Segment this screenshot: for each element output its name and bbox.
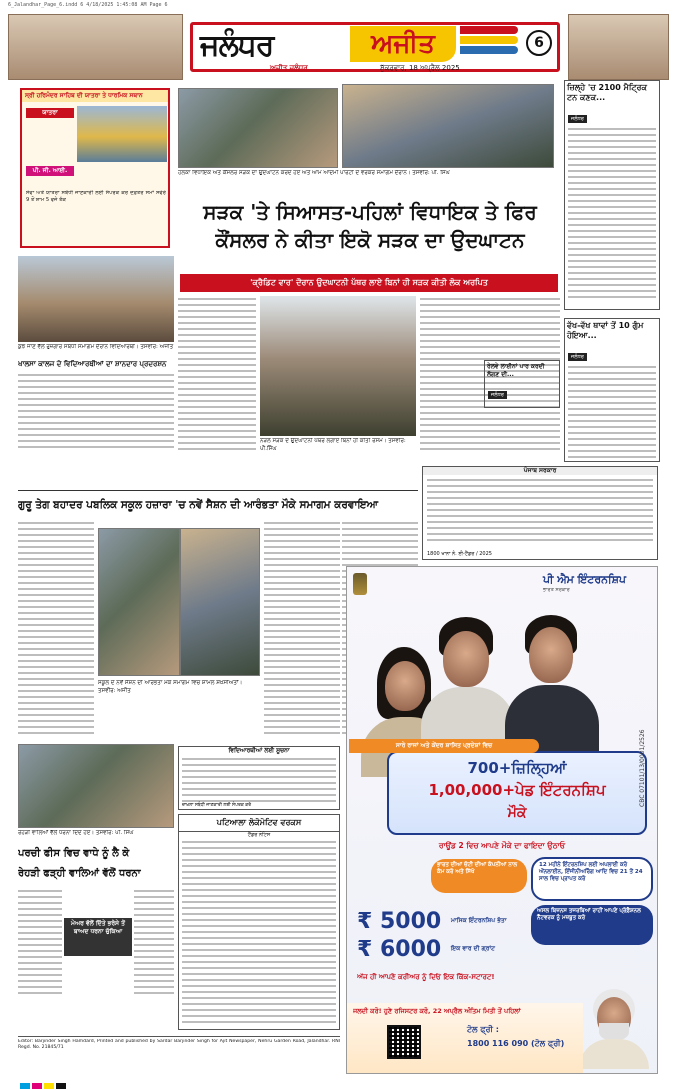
notice-locomotive-body: ਟੈਂਡਰ ਨੋਟਿਸ: [247, 832, 271, 838]
notice-students-body: ਦਾਖ਼ਲਾ ਸਬੰਧੀ ਜਾਣਕਾਰੀ ਲਈ ਸੰਪਰਕ ਕਰੋ: [182, 803, 252, 808]
stripe-2: [460, 36, 518, 44]
ad-qr-code: [387, 1025, 421, 1059]
print-slug: 6_Jalandhar_Page_6.indd 6 4/18/2025 1:45:08 AM Page 6: [8, 2, 168, 8]
main-headline-line-2: ਕੌਂਸਲਰ ਨੇ ਕੀਤਾ ਇਕੋ ਸੜਕ ਦਾ ਉਦਘਾਟਨ: [215, 228, 525, 252]
fee-headline-1: ਪਰਚੀ ਫੀਸ ਵਿਚ ਵਾਧੇ ਨੂੰ ਲੈ ਕੇ: [18, 848, 130, 859]
swatch-black: [56, 1083, 66, 1089]
left-story-photo: [18, 256, 174, 342]
ad-side-code: CBC 07101/13/0001/2526: [639, 729, 646, 807]
protest-photo: [18, 744, 174, 828]
promo-tag-2: ਪੀ. ਜੀ. ਆਈ.: [26, 166, 74, 176]
notice-locomotive: [178, 814, 340, 1030]
ad-pm-portrait: [579, 987, 649, 1067]
main-story-col-1: [178, 298, 256, 458]
notice-students: [178, 746, 340, 810]
left-story-caption: ਕੁਝ ਜਾਣ ਵੱਲੋਂ ਰੁਜ਼ਗਾਰ ਸਬੰਧੀ ਸਮਾਗਮ ਦੌਰਾਨ ਵਿਦਿਆਰਥੀ। ਤਸਵੀਰ: ਅਜੀਤ: [18, 344, 174, 350]
pm-internship-ad: [346, 566, 658, 1074]
fee-headline-2: ਰੇਹੜੀ ਫੜ੍ਹੀ ਵਾਲਿਆਂ ਵੱਲੋਂ ਧਰਨਾ: [18, 868, 141, 879]
protest-caption: ਰੇਹੜੀ ਵਾਲਿਆਂ ਵੱਲੋਂ ਧਰਨਾ ਦਿੰਦੇ ਹੋਏ। ਤਸਵੀਰ: ਪੀ. ਸਿੰਘ: [18, 830, 134, 836]
tender-footer: 1800 ਖਾਨਾ ਨੰ. ਈ-ਟੈਂਡਰ / 2025: [427, 551, 492, 557]
footer-imprint: [18, 1036, 340, 1066]
ad-round: ਰਾਊਂਡ 2 ਵਿਚ ਆਪਣੇ ਮੌਕੇ ਦਾ ਫਾਇਦਾ ਉਠਾਓ: [438, 841, 566, 850]
right-brief-2-heading: ਵੱਖ-ਵੱਖ ਥਾਵਾਂ ਤੋਂ 10 ਗੁੰਮ ਹੋਇਆ...: [567, 321, 644, 340]
right-brief-1-label: ਜਲੰਧਰ: [568, 115, 587, 123]
ad-brand-sub: ਭਾਰਤ ਸਰਕਾਰ: [543, 587, 570, 593]
tender-heading: ਪੰਜਾਬ ਸਰਕਾਰ: [423, 467, 657, 475]
ad-deadline: ਜਲਦੀ ਕਰੋ! ਹੁਣੇ ਰਜਿਸਟਰ ਕਰੋ, 22 ਅਪ੍ਰੈਲ ਅੰਤਿਮ ਮਿਤੀ ਤੋਂ ਪਹਿਲਾਂ: [353, 1007, 521, 1015]
left-promo: [20, 88, 170, 248]
ad-brand: ਪੀ ਐਮ ਇੰਟਰਨਸ਼ਿਪ: [543, 573, 626, 586]
right-brief-2-label: ਜਲੰਧਰ: [568, 353, 587, 361]
ad-banner: [387, 742, 647, 835]
print-color-bar: [20, 1076, 660, 1086]
left-story-headline: ਖਾਲਸਾ ਕਾਲਜ ਦੇ ਵਿਦਿਆਰਥੀਆਂ ਦਾ ਸ਼ਾਨਦਾਰ ਪ੍ਰਦਰਸ਼ਨ: [18, 360, 167, 368]
tender-notice: [422, 466, 658, 560]
right-brief-3: [484, 360, 560, 408]
ad-feature-1-text: ਭਾਰਤ ਦੀਆਂ ਚੋਟੀ ਦੀਆਂ ਕੰਪਨੀਆਂ ਨਾਲ ਕੰਮ ਕਰੋ ਅਤੇ ਸਿੱਖੋ: [437, 862, 518, 875]
middle-photo-caption: ਨੇੜਲੇ ਸੜਕ ਦੇ ਉਦਘਾਟਨੀ ਪੱਥਰ ਲਗਾਏ ਬਿਨਾਂ ਹੀ ਕੀਤੀ ਰਸਮ। ਤਸਵੀਰ: ਪੀ.ਸਿੰਘ: [260, 438, 406, 452]
notice-locomotive-text: [179, 838, 339, 1030]
ad-amount-1-note: ਮਾਸਿਕ ਇੰਟਰਨਸ਼ਿਪ ਭੱਤਾ: [451, 917, 507, 924]
tender-table-rows: [423, 475, 657, 549]
masthead-building-left: [8, 14, 183, 80]
masthead-color-stripes: [460, 26, 518, 62]
person-2-face: [443, 631, 489, 687]
ad-banner-line2: 1,00,000+ਪੇਡ ਇੰਟਰਨਸ਼ਿਪ: [428, 781, 606, 799]
ad-emblem: [353, 573, 367, 595]
swatch-magenta: [32, 1083, 42, 1089]
ad-amount-2-note: ਇਕ ਵਾਰ ਦੀ ਗ੍ਰਾਂਟ: [451, 945, 495, 952]
fee-story-text-1: [18, 890, 62, 1000]
school-headline-rule: [18, 490, 418, 491]
ad-bottom-bar: [347, 1003, 583, 1074]
notice-locomotive-heading: ਪਟਿਆਲਾ ਲੋਕੋਮੋਟਿਵ ਵਰਕਸ: [179, 815, 339, 832]
footer-imprint-text: Editor: Barjinder Singh Hamdard, Printed and published by Sardar Barjinder Singh for Ajit Newspaper, Nehru Garden Road, Jalandhar. RNI Regd. No. 21845/71: [18, 1039, 340, 1051]
ad-banner-line3: ਮੌਕੇ: [507, 805, 527, 821]
ad-tollfree-label: ਟੋਲ ਫ੍ਰੀ :: [467, 1025, 499, 1034]
masthead-title-right: ਅਜੀਤ: [350, 26, 456, 62]
ad-cta: ਅੱਜ ਹੀ ਆਪਣੇ ਕਰੀਅਰ ਨੂੰ ਦਿਓ ਇਕ ਕਿੱਕ-ਸਟਾਰਟ!: [357, 973, 495, 981]
promo-heading: ਸ੍ਰੀ ਹਰਿਮੰਦਰ ਸਾਹਿਬ ਦੀ ਯਾਤਰਾ ਤੇ ਧਾਰਮਿਕ ਸਥਾਨ: [22, 90, 168, 102]
school-story-col-2: [264, 522, 340, 744]
promo-tag-1: ਯਾਤਰਾ: [26, 108, 74, 118]
school-story-col-1: [18, 522, 94, 744]
photo-inauguration-2: [342, 84, 554, 168]
ad-banner-line1: 700+ਜ਼ਿਲ੍ਹਿਆਂ: [467, 759, 567, 777]
right-brief-1-heading: ਜ਼ਿਲ੍ਹੇ 'ਚ 2100 ਮੈਟ੍ਰਿਕ ਟਨ ਕਣਕ...: [567, 83, 647, 102]
school-photo-2: [180, 528, 260, 676]
person-3-face: [529, 627, 573, 683]
notice-students-text: [179, 755, 339, 809]
promo-golden-temple-image: [77, 106, 167, 162]
right-brief-2-text: [565, 362, 659, 466]
right-brief-2: [564, 318, 660, 462]
promo-body: ਸੇਵਾ ਅਤੇ ਯਾਤਰਾ ਸਬੰਧੀ ਜਾਣਕਾਰੀ ਲਈ ਸੰਪਰਕ ਕਰੋ ਦਫ਼ਤਰ ਸਮਾਂ ਸਵੇਰੇ 9 ਤੋਂ ਸ਼ਾਮ 5 ਵਜੇ ਤੱਕ: [26, 190, 166, 204]
swatch-cyan: [20, 1083, 30, 1089]
ad-amount-1: ₹ 5000: [357, 909, 442, 934]
fee-story-text-2: [134, 890, 174, 1000]
person-1-face: [385, 661, 425, 711]
masthead-date: ਸ਼ੁੱਕਰਵਾਰ, 18 ਅਪ੍ਰੈਲ 2025: [380, 64, 460, 72]
main-headline: [180, 198, 560, 254]
left-story-text: [18, 374, 174, 454]
ad-feature-2-text: 12 ਮਹੀਨੇ ਇੰਟਰਨਸ਼ਿਪ ਲਈ ਅਪਲਾਈ ਕਰੋ ਔਨਲਾਈਨ, ਇੰਜੀਨੀਅਰਿੰਗ ਆਦਿ ਵਿਚ 21 ਤੋਂ 24 ਸਾਲ ਵਿਚ ਪ੍ਰਾਪਤ ਕਰੋ: [539, 862, 643, 882]
notice-students-heading: ਵਿਦਿਆਰਥੀਆਂ ਲਈ ਸੂਚਨਾ: [228, 747, 290, 754]
school-photo-1: [98, 528, 180, 676]
photo-inauguration-1: [178, 88, 338, 168]
top-photo-caption: ਹਲਕਾ ਵਿਧਾਇਕ ਅਤੇ ਕੌਂਸਲਰ ਸੜਕ ਦਾ ਉਦਘਾਟਨ ਕਰਦੇ ਹੋਏ ਅਤੇ ਆਮ ਆਦਮੀ ਪਾਰਟੀ ਦੇ ਵਰਕਰ ਸਮਾਗਮ ਦੌਰਾਨ। ਤਸਵੀਰ: ਪੀ. ਸਿੰਘ: [178, 170, 450, 176]
page-number: 6: [526, 30, 552, 56]
ad-feature-3: [531, 905, 653, 945]
swatch-yellow: [44, 1083, 54, 1089]
ad-brand-box: [543, 573, 651, 603]
fee-pullquote: [64, 918, 132, 956]
masthead-title-left: ਜਲੰਧਰ: [200, 28, 274, 63]
ad-feature-3-text: ਅਸਲ ਬਿਜ਼ਨਸ ਤਜਰਬਿਆਂ ਰਾਹੀਂ ਆਪਣੇ ਪ੍ਰੋਫ਼ੈਸ਼ਨਲ ਨੈੱਟਵਰਕ ਨੂੰ ਮਜ਼ਬੂਤ ਕਰੋ: [537, 908, 641, 921]
masthead-subtitle: ਅਜੀਤ ਜਲੰਧਰ: [270, 64, 308, 72]
school-caption: ਸਕੂਲ ਦੇ ਨਵੇਂ ਸੈਸ਼ਨ ਦੀ ਆਰੰਭਤਾ ਮੌਕੇ ਸਮਾਗਮ ਵਿਚ ਸ਼ਾਮਲ ਸ਼ਖ਼ਸੀਅਤਾਂ। ਤਸਵੀਰ: ਅਜੀਤ: [98, 680, 243, 694]
fee-pullquote-text: ਮੇਅਰ ਵੱਲੋਂ ਦਿੱਤੇ ਭਰੋਸੇ ਤੋਂ ਬਾਅਦ ਧਰਨਾ ਚੁੱਕਿਆ: [71, 920, 125, 935]
stripe-1: [460, 26, 518, 34]
masthead-building-right: [568, 14, 669, 80]
main-subheadline: 'ਕ੍ਰੈਡਿਟ ਵਾਰ' ਦੌਰਾਨ ਉਦਘਾਟਨੀ ਪੱਥਰ ਲਾਏ ਬਿਨਾਂ ਹੀ ਸੜਕ ਕੀਤੀ ਲੋਕ ਅਰਪਿਤ: [180, 274, 558, 292]
school-headline: ਗੁਰੂ ਤੇਗ ਬਹਾਦਰ ਪਬਲਿਕ ਸਕੂਲ ਹਜ਼ਾਰਾ 'ਚ ਨਵੇਂ ਸੈਸ਼ਨ ਦੀ ਆਰੰਭਤਾ ਮੌਕੇ ਸਮਾਗਮ ਕਰਵਾਇਆ: [18, 499, 379, 511]
right-brief-3-label: ਜਲੰਧਰ: [488, 391, 507, 399]
main-headline-line-1: ਸੜਕ 'ਤੇ ਸਿਆਸਤ-ਪਹਿਲਾਂ ਵਿਧਾਇਕ ਤੇ ਫਿਰ: [203, 200, 537, 224]
right-brief-3-heading: ਰੇਲਵੇ ਲਾਈਨਾਂ ਪਾਰ ਕਰਦੀ ਲੱਗਣ ਦੀ...: [487, 363, 545, 378]
ad-banner-intro: ਸਾਰੇ ਰਾਜਾਂ ਅਤੇ ਕੇਂਦਰ ਸ਼ਾਸਿਤ ਪ੍ਰਦੇਸ਼ਾਂ ਵਿਚ: [349, 739, 539, 753]
road-photo: [260, 296, 416, 436]
right-brief-1: [564, 80, 660, 310]
right-brief-1-text: [565, 124, 659, 306]
ad-amount-2: ₹ 6000: [357, 937, 442, 962]
ad-feature-1: [431, 859, 527, 893]
ad-feature-2: [531, 857, 653, 901]
pm-body: [579, 1039, 649, 1069]
stripe-3: [460, 46, 518, 54]
ad-tollfree: 1800 116 090 (ਟੋਲ ਫ੍ਰੀ): [467, 1039, 565, 1048]
